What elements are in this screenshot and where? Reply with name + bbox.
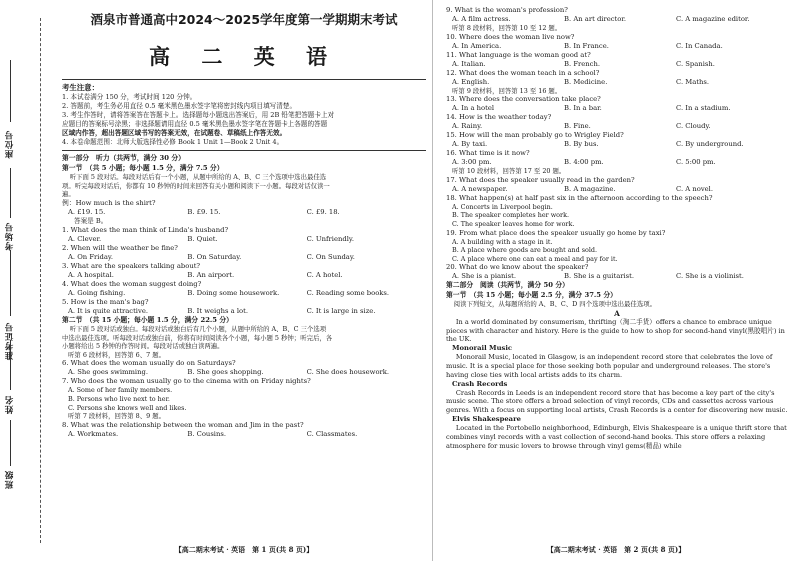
option-a: A. By taxi.	[452, 140, 488, 149]
option-b: B. Quiet.	[187, 234, 218, 243]
option-c: C. A magazine editor.	[676, 15, 750, 23]
option-a: A. She is a pianist.	[452, 272, 516, 281]
exam-room-label: 考场号	[5, 222, 15, 251]
question-13-options	[446, 104, 788, 113]
name-label: 姓名	[5, 395, 15, 414]
notice-item: 3. 考生作答时，请将答案答在答题卡上。选择题每小题选出答案后，用 2B 铅笔把答题卡上对	[62, 110, 335, 119]
part-title: 第一部分 听力（共两节，满分 30 分）	[62, 154, 185, 163]
question-2: 2. When will the weather be fine?	[62, 243, 178, 252]
material-note: 听第 9 段材料，回答第 13 至 16 题。	[452, 86, 562, 95]
question-16-options	[446, 158, 788, 167]
notice-item: 4. 本卷命题范围：北师大版选择性必修 Book 1 Unit 1—Book 2 Unit 4。	[62, 137, 284, 146]
option-a: A. A building with a stage in it.	[452, 237, 553, 246]
option-c: C. It is large in size.	[306, 306, 376, 315]
option-a: A. English.	[452, 77, 490, 86]
question-10-options	[446, 42, 788, 51]
option-b: B. 4:00 pm.	[564, 158, 604, 167]
option-b: B. She goes shopping.	[187, 368, 264, 377]
option-c: C. A place where one can eat a meal and pay for it.	[452, 254, 618, 263]
option-c: C. She does housework.	[306, 368, 390, 377]
option-c: C. Persons she knows well and likes.	[68, 403, 187, 412]
example-answer: 答案是 B。	[74, 217, 108, 226]
option-c: C. Reading some books.	[306, 288, 390, 297]
question-19: 19. From what place does the speaker usually go home by taxi?	[446, 228, 666, 237]
divider	[62, 79, 426, 80]
question-17: 17. What does the speaker usually read in the garden?	[446, 175, 635, 184]
option-c: C. On Sunday.	[306, 252, 355, 261]
admission-number-label: 准考证号	[5, 322, 15, 360]
question-20-options	[446, 272, 788, 281]
question-14: 14. How is the weather today?	[446, 113, 552, 122]
section-title: 第二节 （共 15 小题；每小题 1.5 分，满分 22.5 分）	[62, 315, 233, 324]
instruction: 小题将给出 5 秒钟的作答时间。每段对话或独白读两遍。	[62, 342, 224, 351]
option-a: A. In America.	[452, 41, 502, 50]
option-a: A. £19. 15.	[68, 208, 106, 217]
question-18: 18. What happen(s) at half past six in the afternoon according to the speech?	[446, 193, 713, 202]
page-footer: 【高二期末考试 · 英语 第 1 页(共 8 页)】	[174, 545, 314, 554]
example-question: 例：How much is the shirt?	[62, 199, 156, 208]
material-note: 听第 6 段材料，回答第 6、7 题。	[68, 350, 166, 359]
instruction: 中选出最佳选项。听每段对话或独白前，你将有时间阅读各个小题，每小题 5 秒钟；听完后，各	[62, 333, 333, 342]
question-9-options	[446, 15, 788, 24]
notice-item: 2. 答题前，考生务必用直径 0.5 毫米黑色墨水签字笔将密封线内项目填写清楚。	[62, 101, 297, 110]
option-a: A. Workmates.	[68, 429, 119, 438]
subject-title: 高 二 英 语	[149, 45, 339, 69]
class-blank	[10, 420, 11, 466]
question-1: 1. What does the man think of Linda's husband?	[62, 225, 229, 234]
notice-item: 1. 本试卷满分 150 分，考试时间 120 分钟。	[62, 93, 197, 101]
question-14-options	[446, 122, 788, 131]
option-b: B. Persons who live next to her.	[68, 395, 170, 403]
option-a: A. Clever.	[68, 234, 102, 243]
question-17-options	[446, 185, 788, 194]
option-a: A. A newspaper.	[452, 184, 508, 193]
option-b: B. Fine.	[564, 122, 591, 131]
option-c: C. A novel.	[676, 184, 714, 193]
question-11-options	[446, 60, 788, 69]
option-c: C. The speaker leaves home for work.	[452, 219, 575, 228]
store-description: Located in the Portobello neighborhood, Edinburgh, Elvis Shakespeare is a unique thrift store that combines vinyl records with a vast collection of second-hand books. This store offers a relaxing atmosphere for music lovers to browse through vinyl gems(精品) while	[446, 423, 787, 450]
option-a: A. In a hotel	[452, 104, 495, 113]
question-15: 15. How will the man probably go to Wrigley Field?	[446, 131, 624, 140]
option-a: A. 3:00 pm.	[452, 158, 492, 167]
option-b: B. On Saturday.	[187, 252, 242, 261]
option-a: A. A film actress.	[452, 15, 511, 23]
option-c: C. £9. 18.	[306, 208, 340, 217]
question-7: 7. Who does the woman usually go to the cinema with on Friday nights?	[62, 377, 311, 386]
seat-number-label: 座位号	[5, 130, 15, 159]
option-a: A. On Friday.	[68, 252, 113, 261]
option-b: B. Medicine.	[564, 77, 608, 86]
option-b: B. £9. 15.	[187, 208, 221, 217]
question-8-options	[62, 430, 426, 439]
store-name: Crash Records	[452, 379, 508, 388]
option-c: C. Unfriendly.	[306, 234, 355, 243]
question-12: 12. What does the woman teach in a school?	[446, 68, 600, 77]
instruction: 听下面 5 段对话或独白。每段对话或独白后有几个小题，从题中所给的 A、B、C 三个选项	[69, 325, 327, 334]
notice-item: 区域内作答，超出答题区域书写的答案无效，在试题卷、草稿纸上作答无效。	[62, 128, 287, 137]
exam-room-blank	[10, 168, 11, 218]
option-b: B. A magazine.	[564, 184, 616, 193]
exam-title: 酒泉市普通高中2024～2025学年度第一学期期末考试	[90, 12, 398, 27]
option-a: A. A hospital.	[68, 270, 114, 279]
option-c: C. Cloudy.	[676, 122, 711, 131]
option-a: A. Rainy.	[452, 122, 483, 131]
part-title: 第二部分 阅读（共两节，满分 50 分）	[446, 281, 569, 290]
question-5: 5. How is the man's bag?	[62, 297, 149, 306]
option-a: A. Concerts in Liverpool begin.	[452, 202, 553, 211]
store-description: Monorail Music, located in Glasgow, is an independent record store that celebrates the love of music. It is a special place for those seeking both popular and underground releases. The store's having close ties with local artists adds to its charm.	[446, 353, 773, 379]
store-name: Monorail Music	[452, 344, 513, 353]
section-title: 第一节 （共 5 小题；每小题 1.5 分，满分 7.5 分）	[62, 163, 224, 172]
notice-title: 考生注意：	[62, 83, 99, 92]
option-b: B. In a bar.	[564, 104, 602, 113]
question-3-options	[62, 271, 426, 280]
option-b: B. Doing some housework.	[187, 288, 280, 297]
article-letter: A	[614, 308, 620, 318]
page-footer: 【高二期末考试 · 英语 第 2 页(共 8 页)】	[546, 545, 686, 554]
seat-number-blank	[10, 60, 11, 122]
option-b: B. Cousins.	[187, 429, 227, 438]
admission-number-blank	[10, 250, 11, 316]
question-13: 13. Where does the conversation take place?	[446, 95, 601, 104]
question-6-options	[62, 368, 426, 377]
option-b: B. In France.	[564, 41, 609, 50]
option-c: C. Classmates.	[306, 429, 358, 438]
option-c: C. Maths.	[676, 77, 710, 86]
exam-page-2	[442, 0, 790, 561]
option-c: C. In a stadium.	[676, 104, 731, 113]
question-20: 20. What do we know about the speaker?	[446, 263, 589, 272]
option-b: B. The speaker completes her work.	[452, 211, 569, 220]
question-11: 11. What language is the woman good at?	[446, 50, 591, 59]
question-12-options	[446, 78, 788, 87]
material-note: 听第 7 段材料，回答第 8、9 题。	[68, 412, 166, 421]
divider	[62, 150, 426, 151]
question-16: 16. What time is it now?	[446, 149, 530, 158]
instruction: 项。听完每段对话后，你都有 10 秒钟的时间来回答有关小题和阅读下一小题。每段对话仅读一	[62, 181, 330, 190]
question-4-options	[62, 289, 426, 298]
option-a: A. It is quite attractive.	[68, 306, 148, 315]
notice-item: 应题目的答案标号涂黑；非选择题请用直径 0.5 毫米黑色墨水签字笔在答题卡上各题的答题	[62, 119, 328, 128]
option-c: C. 5:00 pm.	[676, 158, 716, 167]
seal-line	[40, 18, 41, 543]
option-b: B. By bus.	[564, 140, 599, 149]
option-b: B. A place where goods are bought and sold.	[452, 246, 598, 255]
option-b: B. French.	[564, 59, 601, 68]
name-blank	[10, 340, 11, 390]
class-label: 班级	[5, 470, 15, 489]
instruction: 听下面 5 段对话。每段对话后有一个小题，从题中所给的 A、B、C 三个选项中选出最佳选	[69, 173, 327, 182]
option-a: A. Some of her family members.	[68, 386, 173, 395]
option-a: A. Going fishing.	[68, 288, 126, 297]
question-9: 9. What is the woman's profession?	[446, 6, 568, 14]
material-note: 听第 10 段材料，回答第 17 至 20 题。	[452, 167, 566, 176]
question-3: 3. What are the speakers talking about?	[62, 261, 201, 270]
option-b: B. It weighs a lot.	[187, 306, 248, 315]
exam-page-1	[56, 0, 433, 561]
question-15-options	[446, 140, 788, 149]
instruction: 遍。	[62, 190, 75, 199]
store-name: Elvis Shakespeare	[452, 414, 521, 423]
option-c: C. She is a violinist.	[676, 272, 744, 281]
material-note: 听第 8 段材料，回答第 10 至 12 题。	[452, 24, 562, 32]
option-b: B. She is a guitarist.	[564, 272, 635, 281]
question-4: 4. What does the woman suggest doing?	[62, 279, 202, 288]
option-c: C. A hotel.	[306, 270, 343, 279]
question-2-options	[62, 253, 426, 262]
question-5-options	[62, 307, 426, 316]
option-c: C. By underground.	[676, 140, 744, 149]
option-a: A. Italian.	[452, 59, 486, 68]
question-8: 8. What was the relationship between the woman and Jim in the past?	[62, 420, 304, 429]
option-c: C. In Canada.	[676, 41, 723, 50]
instruction: 阅读下列短文，从每题所给的 A、B、C、D 四个选项中选出最佳选项。	[453, 300, 656, 309]
option-c: C. Spanish.	[676, 59, 715, 68]
question-6: 6. What does the woman usually do on Saturdays?	[62, 359, 236, 368]
section-title: 第一节 （共 15 小题；每小题 2.5 分，满分 37.5 分）	[446, 290, 617, 299]
option-b: B. An art director.	[564, 15, 627, 23]
option-a: A. She goes swimming.	[68, 368, 148, 377]
question-10: 10. Where does the woman live now?	[446, 32, 575, 41]
store-description: Crash Records in Leeds is an independent record store that has become a key part of the city's music scene. The store offers a broad selection of vinyl records, CDs and cassettes across various genres. With a focus on supporting local artists, Crash Records is a center for discovering new music.	[446, 388, 788, 415]
example-options	[62, 208, 426, 217]
question-1-options	[62, 235, 426, 244]
article-intro: In a world dominated by consumerism, thrifting（淘二手货）offers a chance to embrace unique pieces with character and history. Here is the guide to how to shop for second-hand vinyl(黑胶唱片) in the UK.	[446, 317, 785, 344]
binding-margin	[0, 0, 52, 561]
option-b: B. An airport.	[187, 270, 235, 279]
